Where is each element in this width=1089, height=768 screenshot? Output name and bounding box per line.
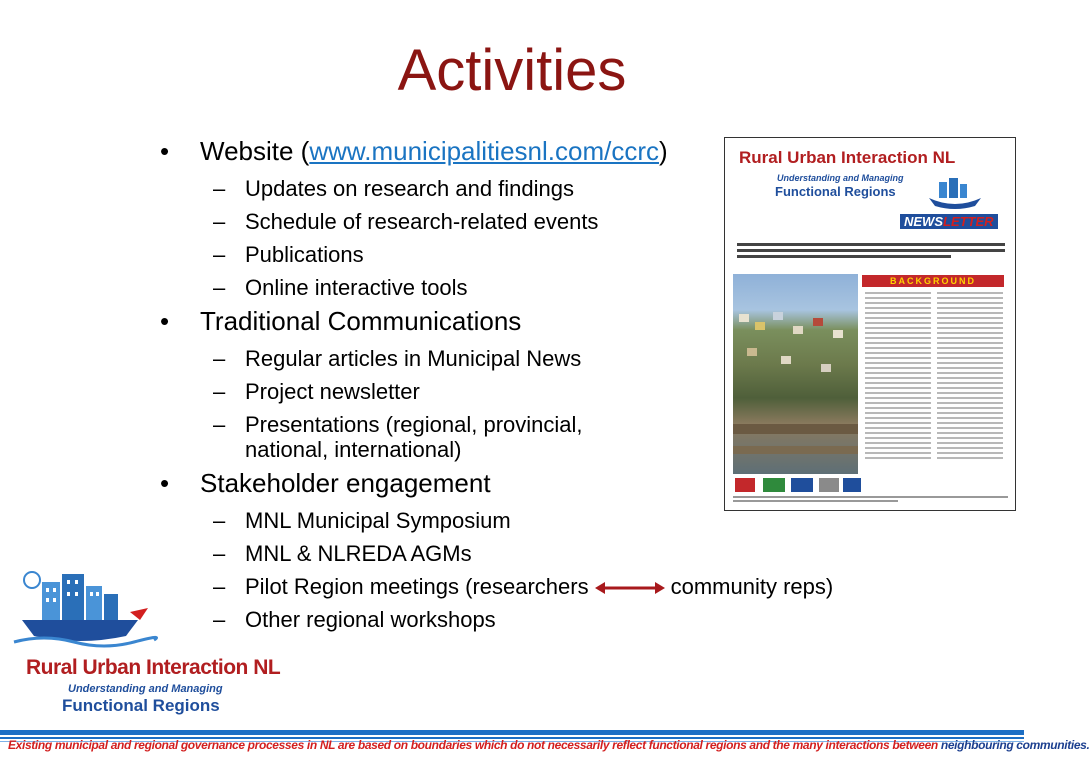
subitem: – Presentations (regional, provincial, national, international) [213, 412, 583, 462]
subitem: – Other regional workshops [213, 607, 496, 632]
newsletter-subtitle: Understanding and Managing [777, 173, 904, 183]
footer-bar [0, 728, 1089, 768]
subitem: – Pilot Region meetings (researchers community reps) [213, 574, 834, 599]
logo-subtitle-2: Functional Regions [62, 696, 220, 715]
subitem: – Publications [213, 242, 364, 267]
website-link[interactable]: www.municipalitiesnl.com/ccrc [309, 136, 659, 166]
subitem: – MNL Municipal Symposium [213, 508, 511, 533]
newsletter-column-1 [865, 292, 931, 467]
subitem: – Regular articles in Municipal News [213, 346, 582, 371]
logo-title: Rural Urban Interaction NL [26, 656, 281, 679]
double-headed-arrow-icon [595, 581, 665, 595]
newsletter-footer [733, 496, 1008, 506]
city-boat-logo-icon [14, 568, 154, 650]
subitem: – MNL & NLREDA AGMs [213, 541, 472, 566]
newsletter-thumbnail [724, 137, 1016, 511]
bullet-traditional-communications: • Traditional Communications [160, 304, 920, 338]
newsletter-subtitle-2: Functional Regions [775, 184, 896, 199]
website-label-suffix: ) [659, 136, 668, 166]
subitem: – Updates on research and findings [213, 176, 574, 201]
newsletter-partner-logos [733, 478, 1008, 492]
city-boat-logo-icon [925, 176, 985, 212]
subitem: – Online interactive tools [213, 275, 468, 300]
bullet-stakeholder-engagement: • Stakeholder engagement [160, 466, 920, 500]
newsletter-title: Rural Urban Interaction NL [739, 148, 956, 167]
subitem: – Project newsletter [213, 379, 420, 404]
newsletter-photo [733, 274, 858, 474]
newsletter-badge: NEWSLETTER [900, 214, 998, 229]
newsletter-section-heading: BACKGROUND [862, 275, 1004, 287]
subitem: – Schedule of research-related events [213, 209, 599, 234]
newsletter-intro [737, 241, 1005, 271]
newsletter-column-2 [937, 292, 1003, 467]
logo-subtitle: Understanding and Managing [68, 683, 223, 695]
website-label: Website ( [200, 136, 310, 166]
slide-title: Activities [397, 38, 627, 103]
rural-urban-logo [10, 568, 281, 723]
footer-text: Existing municipal and regional governance processes in NL are based on boundaries which do not necessarily reflect functional regions and the many interactions between neighbouring communities. [8, 738, 1089, 752]
